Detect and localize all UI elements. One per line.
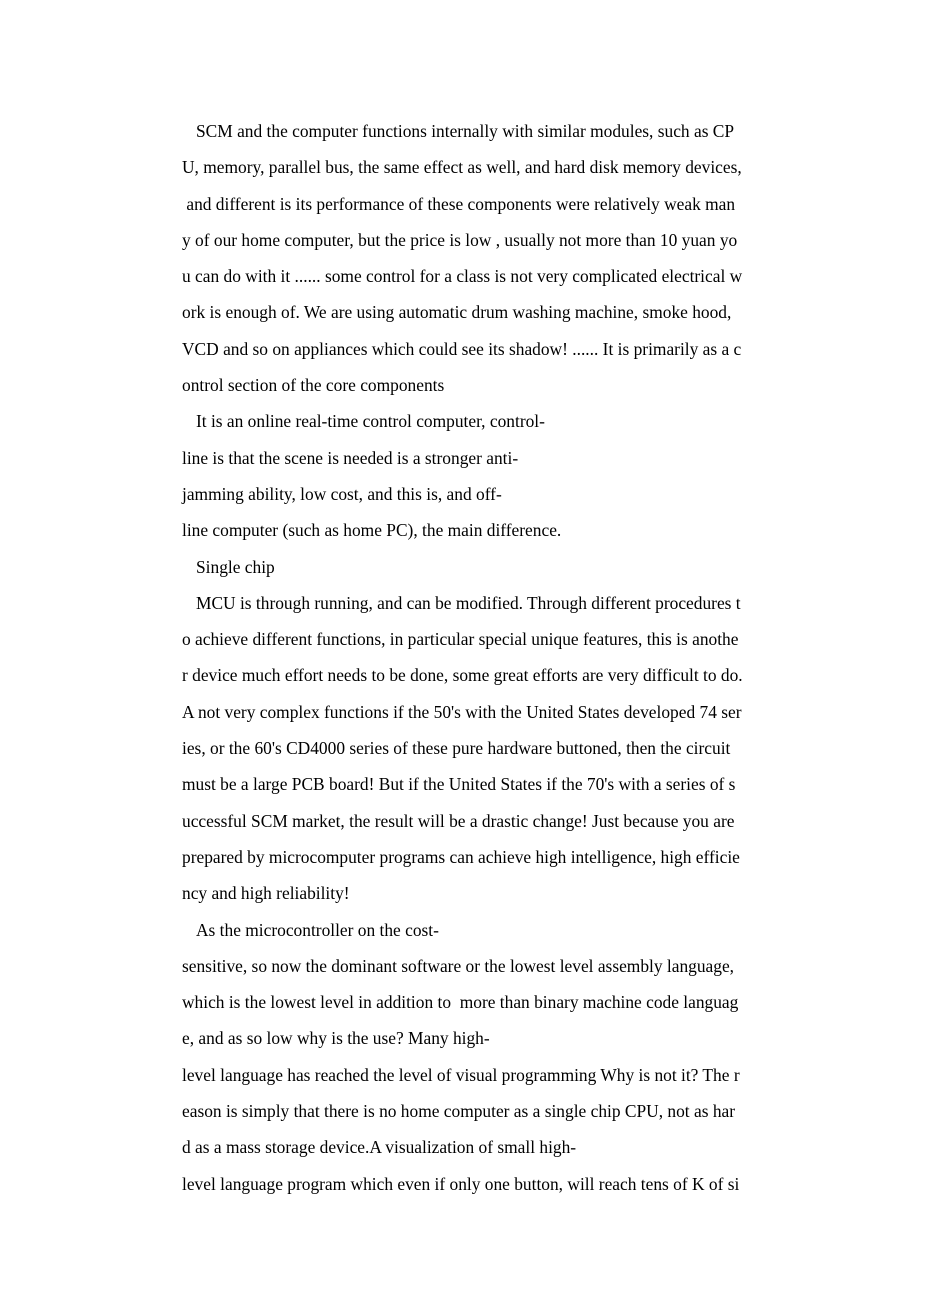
text-line: U, memory, parallel bus, the same effect as well, and hard disk memory devices,	[182, 157, 742, 178]
text-line: sensitive, so now the dominant software or the lowest level assembly language,	[182, 955, 735, 976]
text-line: ontrol section of the core components	[182, 375, 445, 396]
text-line: level language program which even if only one button, will reach tens of K of si	[182, 1173, 740, 1194]
text-line: line computer (such as home PC), the main difference.	[182, 520, 562, 541]
text-line: prepared by microcomputer programs can achieve high intelligence, high efficie	[182, 846, 740, 867]
text-line: o achieve different functions, in particular special unique features, this is anothe	[182, 629, 739, 650]
text-line: u can do with it ...... some control for a class is not very complicated electrical w	[182, 266, 743, 287]
text-line: d as a mass storage device.A visualization of small high-	[182, 1137, 577, 1158]
text-line: Single chip	[196, 556, 275, 577]
text-line: y of our home computer, but the price is low , usually not more than 10 yuan yo	[182, 229, 738, 250]
text-line: As the microcontroller on the cost-	[196, 919, 439, 940]
text-line: A not very complex functions if the 50's with the United States developed 74 ser	[182, 701, 742, 722]
text-line: ork is enough of. We are using automatic drum washing machine, smoke hood,	[182, 302, 732, 323]
text-line: level language has reached the level of visual programming Why is not it? The r	[182, 1064, 740, 1085]
text-line: VCD and so on appliances which could see its shadow! ...... It is primarily as a c	[182, 338, 742, 359]
text-line: jamming ability, low cost, and this is, and off-	[182, 483, 502, 504]
text-line: line is that the scene is needed is a stronger anti-	[182, 447, 519, 468]
text-line: and different is its performance of these components were relatively weak man	[182, 193, 736, 214]
text-line: ncy and high reliability!	[182, 883, 350, 904]
text-line: It is an online real-time control computer, control-	[196, 411, 545, 432]
text-line: MCU is through running, and can be modified. Through different procedures t	[196, 592, 741, 613]
text-line: SCM and the computer functions internally with similar modules, such as CP	[196, 121, 735, 141]
text-line: eason is simply that there is no home computer as a single chip CPU, not as har	[182, 1101, 736, 1122]
text-line: r device much effort needs to be done, some great efforts are very difficult to do.	[182, 665, 743, 686]
text-line: e, and as so low why is the use? Many high-	[182, 1028, 490, 1049]
document-text-block	[182, 113, 822, 1202]
text-line: which is the lowest level in addition to more than binary machine code languag	[182, 992, 739, 1013]
text-line: ies, or the 60's CD4000 series of these pure hardware buttoned, then the circuit	[182, 738, 731, 759]
text-line: must be a large PCB board! But if the United States if the 70's with a series of s	[182, 774, 736, 795]
text-line: uccessful SCM market, the result will be a drastic change! Just because you are	[182, 810, 735, 831]
